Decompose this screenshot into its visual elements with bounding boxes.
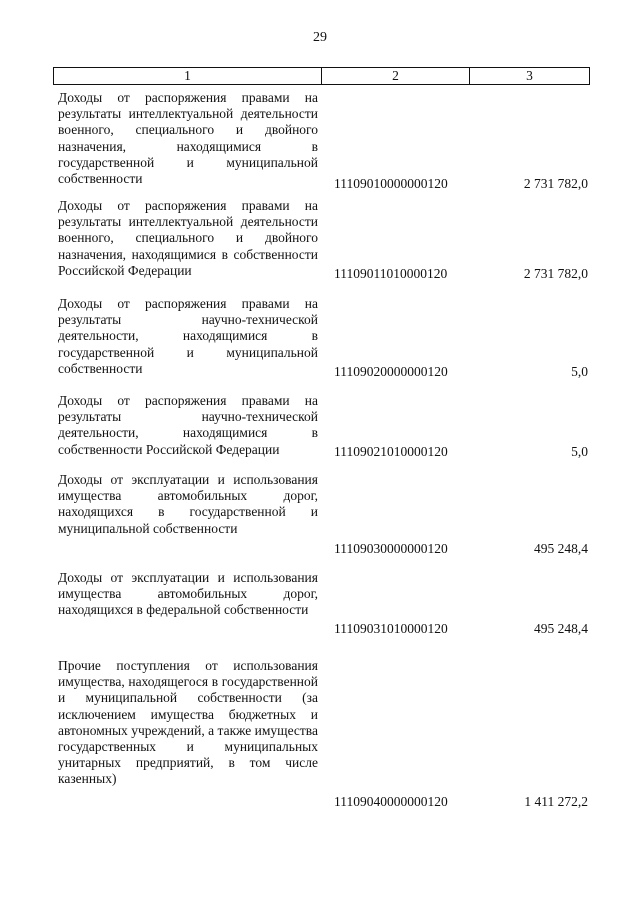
- column-header-1: 1: [54, 68, 322, 84]
- row-description: Доходы от распоряжения правами на результаты научно-технической деятельности, находящимися в государственной и муниципальной собственности: [58, 296, 318, 376]
- table-row: [58, 296, 588, 382]
- row-code: 11109011010000120: [334, 266, 448, 281]
- table-row: [58, 393, 588, 463]
- table-row: [58, 472, 588, 558]
- row-description: Доходы от распоряжения правами на результаты интеллектуальной деятельности военного, специального и двойного назначения, находящимися в государственной и муниципальной собственности: [58, 90, 318, 187]
- row-code: 11109010000000120: [334, 176, 448, 191]
- page-number: 29: [313, 30, 327, 45]
- row-description: Доходы от распоряжения правами на результаты научно-технической деятельности, находящимися в собственности Российской Федерации: [58, 393, 318, 457]
- row-code: 11109030000000120: [334, 541, 448, 556]
- row-amount: 495 248,4: [534, 621, 588, 636]
- row-amount: 495 248,4: [534, 541, 588, 556]
- row-code: 11109020000000120: [334, 364, 448, 379]
- row-amount: 1 411 272,2: [524, 794, 588, 809]
- row-description: Доходы от эксплуатации и использования имущества автомобильных дорог, находящихся в государственной и муниципальной собственности: [58, 472, 318, 536]
- row-amount: 2 731 782,0: [523, 176, 588, 191]
- table-header-row: [53, 67, 590, 85]
- row-amount: 5,0: [571, 364, 588, 379]
- row-code: 11109031010000120: [334, 621, 448, 636]
- row-amount: 5,0: [571, 444, 588, 459]
- table-row: [58, 570, 588, 640]
- row-amount: 2 731 782,0: [523, 266, 588, 281]
- column-header-3: 3: [526, 68, 533, 83]
- table-row: [58, 658, 588, 828]
- table-row: [58, 198, 588, 286]
- row-description: Доходы от распоряжения правами на результаты интеллектуальной деятельности военного, специального и двойного назначения, находящимися в собственности Российской Федерации: [58, 198, 318, 278]
- row-code: 11109021010000120: [334, 444, 448, 459]
- row-description: Доходы от эксплуатации и использования имущества автомобильных дорог, находящихся в федеральной собственности: [58, 570, 318, 618]
- table-row: [58, 90, 588, 192]
- row-description: Прочие поступления от использования имущества, находящегося в государственной и муниципальной собственности (за исключением имущества бюджетных и автономных учреждений, а также имущества государственных и муниципальных унитарных предприятий, в том числе казенных): [58, 658, 318, 787]
- row-code: 11109040000000120: [334, 794, 448, 809]
- column-header-2: 2: [322, 68, 470, 84]
